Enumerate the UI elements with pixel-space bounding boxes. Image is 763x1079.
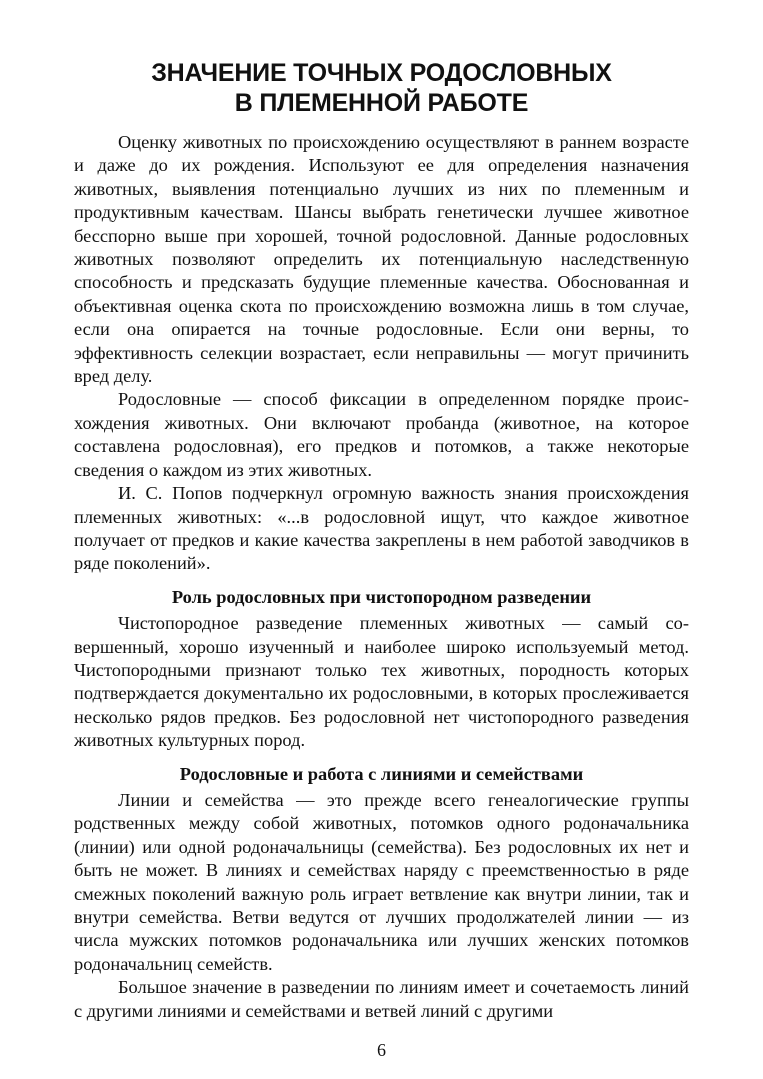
- section-heading-purebred: Роль родословных при чистопородном разведении: [171, 586, 592, 607]
- title-line-1: ЗНАЧЕНИЕ ТОЧНЫХ РОДОСЛОВНЫХ: [151, 59, 612, 87]
- paragraph-2: Родословные — способ фиксации в определенном порядке происхождения животных. Они включают пробанда (животное, на которое составлена родословная), его предков и потомков, а также некоторые сведения о каждом из этих животных.: [74, 389, 689, 480]
- paragraph-5: Линии и семейства — это прежде всего генеалогические группы родственных между собой животных, потомков одного родоначальника (линии) или одной родоначальницы (семейства). Без родословных их нет и быть не может. В линиях и семействах наряду с преемственностью в ряде смежных поколений важную роль играет ветвление как внутри линии, так и внутри семейства. Ветви ведутся от лучших продолжателей линии — из числа мужских потомков родоначальника или лучших женских потомков родоначальниц семейств.: [74, 789, 689, 974]
- title-line-2: В ПЛЕМЕННОЙ РАБОТЕ: [234, 89, 529, 117]
- page-number: 6: [377, 1040, 386, 1060]
- section-heading-lines-families: Родословные и работа с линиями и семействами: [179, 763, 584, 784]
- paragraph-3: И. С. Попов подчеркнул огромную важность знания происхождения племенных животных: «...в родословной ищут, что каждое животное получает от предков и какие качества закреплены в нем работой заводчиков в ряде поколений».: [74, 483, 689, 574]
- paragraph-1: Оценку животных по происхождению осуществляют в раннем возрасте и даже до их рождения. Используют ее для определения назначения животных, выявления потенциально лучших из них по племенным и продуктивным качествам. Шансы выбрать генетически лучшее животное бесспорно выше при хорошей, точной родословной. Данные родословных животных позволяют определить их потенциальную наследственную способность и предсказать будущие племенные качества. Обоснованная и объективная оценка скота по происхождению возможна лишь в том случае, если она опирается на точные родословные. Если они верны, то эффективность селекции возрастает, если неправильны — могут причинить вред делу.: [74, 132, 689, 387]
- paragraph-6: Большое значение в разведении по линиям имеет и сочетаемость линий с другими линиями и семействами и ветвей линий с другими: [74, 977, 689, 1021]
- paragraph-4: Чистопородное разведение племенных животных — самый совершенный, хорошо изученный и наиболее широко используемый метод. Чистопородными признают только тех животных, породность которых подтверждается документально их родословными, в которых прослеживается несколько рядов предков. Без родословной нет чистопородного разведения животных культурных пород.: [74, 613, 689, 751]
- document-title: [74, 58, 689, 118]
- page-content: [74, 58, 689, 1023]
